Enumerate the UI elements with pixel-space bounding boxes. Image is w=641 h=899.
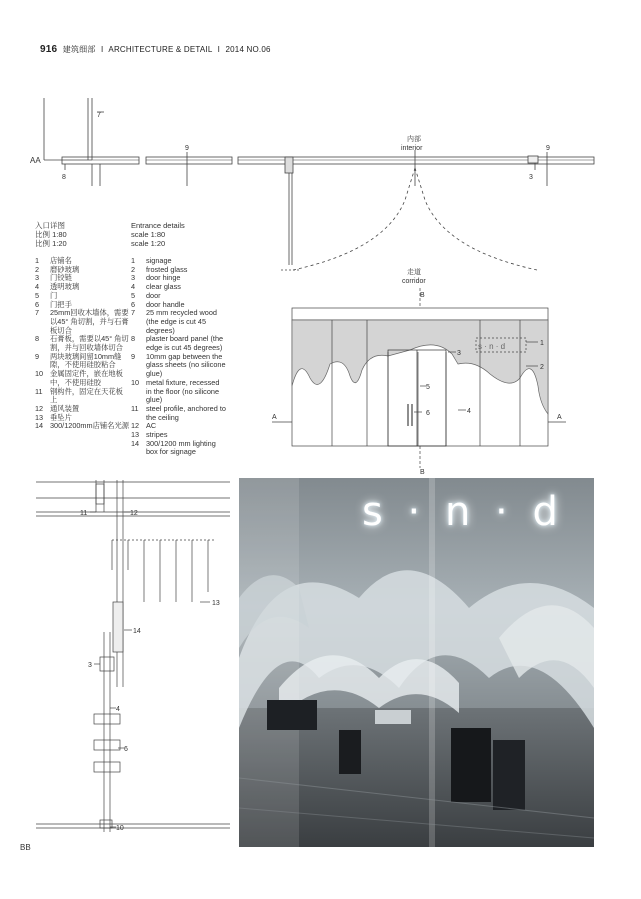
legend-number: 7 [35, 308, 40, 318]
section-mark-b-bottom: B [420, 469, 425, 476]
legend-text: frosted glass [146, 264, 188, 274]
elevation-frosted-glass [292, 320, 548, 414]
door-swing-arc [415, 168, 537, 270]
legend-item [131, 335, 227, 352]
legend-text: 门 [50, 290, 58, 300]
legend-number: 2 [131, 264, 136, 274]
caption-cn [35, 221, 67, 248]
elevation-drawing [270, 286, 570, 476]
plan-callout: 8 [62, 174, 66, 181]
legend-number: 12 [131, 421, 140, 431]
legend-text: 店铺名 [50, 256, 72, 265]
door-hinge-block [285, 157, 293, 173]
legend-text: 垂坠片 [50, 412, 72, 422]
legend-item [35, 422, 130, 431]
door-swing-arc [293, 168, 415, 270]
section-mark-a-right: A [557, 414, 562, 421]
plan-callout: 7 [97, 112, 101, 119]
caption-scale-cn-2: 比例 1:20 [35, 239, 67, 248]
legend-text: 通风装置 [50, 403, 80, 413]
caption-scale-en-1: scale 1:80 [131, 230, 166, 239]
elevation-callout: 5 [426, 384, 430, 391]
legend-text: 透明玻璃 [50, 282, 80, 292]
legend-item [131, 309, 227, 335]
legend-text: 门把手 [50, 299, 72, 309]
legend-item [35, 335, 130, 352]
section-callout: 14 [133, 628, 141, 635]
legend-number: 2 [35, 264, 40, 274]
legend-number: 5 [131, 290, 136, 300]
magazine-title-en: ARCHITECTURE & DETAIL [108, 45, 213, 54]
legend-item [131, 440, 227, 457]
plan-glass-band [62, 157, 139, 164]
legend-number: 1 [35, 256, 40, 265]
section-callout: 4 [116, 706, 120, 713]
legend-number: 6 [35, 299, 40, 309]
plan-callout: 9 [185, 145, 189, 152]
legend-number: 11 [131, 403, 139, 413]
legend-number: 10 [131, 377, 140, 387]
legend-item [131, 353, 227, 379]
caption-title-cn: 入口详图 [35, 221, 65, 230]
plan-callout: 3 [529, 174, 533, 181]
legend-number: 13 [131, 430, 140, 440]
legend-text: 两块玻璃间留10mm缝隙，不使用硅胶粘合 [50, 351, 122, 370]
legend-number: 5 [35, 290, 40, 300]
header-separator: I [100, 45, 104, 54]
legend-cn [35, 257, 130, 431]
legend-text: 300/1200mm店铺名光源 [50, 421, 130, 431]
legend-text: 门铰链 [50, 273, 72, 283]
legend-text: 金属固定件，嵌在地板中，不使用硅胶 [50, 369, 123, 387]
legend-item [131, 379, 227, 405]
section-mark-b-top: B [420, 292, 425, 299]
legend-text: stripes [146, 430, 168, 440]
plan-interior-cn: 内部 [407, 136, 421, 143]
legend-text: door hinge [146, 273, 181, 283]
elevation-callout: 6 [426, 410, 430, 417]
photo-signage-logo: s · n · d [362, 489, 564, 535]
legend-text: signage [146, 256, 172, 265]
elevation-callout: 2 [540, 364, 544, 371]
legend-number: 7 [131, 308, 136, 318]
section-label-aa: AA [30, 156, 41, 165]
legend-text: 300/1200 mm lighting box for signage [146, 438, 216, 457]
legend-text: AC [146, 421, 157, 431]
magazine-title-cn: 建筑细部 [62, 45, 96, 54]
legend-item [35, 370, 130, 387]
legend-number: 14 [131, 438, 140, 448]
legend-number: 3 [131, 273, 136, 283]
legend-number: 11 [35, 386, 43, 396]
issue-number: 2014 NO.06 [225, 45, 271, 54]
plan-interior-en: interior [401, 145, 423, 152]
legend-text: door [146, 290, 161, 300]
legend-number: 8 [35, 334, 40, 344]
legend-item [35, 309, 130, 335]
legend-en [131, 257, 227, 457]
legend-number: 6 [131, 299, 136, 309]
legend-number: 1 [131, 256, 136, 265]
legend-number: 14 [35, 421, 44, 431]
legend-number: 9 [35, 351, 40, 361]
legend-number: 4 [35, 282, 40, 292]
section-callout: 11 [80, 510, 88, 517]
caption-en [131, 221, 185, 248]
legend-text: clear glass [146, 282, 181, 292]
legend-text: door handle [146, 299, 185, 309]
legend-number: 8 [131, 334, 136, 344]
legend-text: 25 mm recycled wood (the edge is cut 45 degrees) [146, 308, 217, 335]
legend-text: steel profile, anchored to the ceiling [146, 403, 226, 422]
plan-drawing [0, 0, 641, 300]
section-drawing [0, 472, 240, 852]
elevation-callout: 4 [467, 408, 471, 415]
legend-text: 钢构件，固定在天花板上 [50, 386, 123, 405]
legend-item [35, 388, 130, 405]
legend-text: 10mm gap between the glass sheets (no silicone glue) [146, 351, 226, 379]
caption-scale-en-2: scale 1:20 [131, 239, 166, 248]
legend-number: 12 [35, 403, 44, 413]
section-label-bb: BB [20, 843, 31, 852]
legend-number: 13 [35, 412, 44, 422]
legend-number: 9 [131, 351, 136, 361]
legend-text: 25mm回收木墙体，需要以45° 角切割，并与石膏板切合 [50, 308, 129, 335]
legend-number: 10 [35, 369, 44, 379]
legend-text: metal fixture, recessed in the floor (no silicone glue) [146, 377, 220, 405]
section-callout: 12 [130, 510, 138, 517]
plan-corridor-cn: 走道 [407, 269, 421, 276]
legend-number: 3 [35, 273, 40, 283]
legend-text: 磨砂玻璃 [50, 264, 80, 274]
elevation-logo: s · n · d [478, 342, 506, 351]
legend-item [35, 353, 130, 370]
elevation-callout: 1 [540, 340, 544, 347]
plan-callout: 9 [546, 145, 550, 152]
page-number: 916 [40, 44, 58, 55]
legend-number: 4 [131, 282, 136, 292]
plan-corridor-en: corridor [402, 278, 426, 285]
section-callout: 3 [88, 662, 92, 669]
elevation-callout: 3 [457, 350, 461, 357]
caption-title-en: Entrance details [131, 221, 185, 230]
section-callout: 13 [212, 600, 220, 607]
legend-text: 石膏板，需要以45° 角切割，并与回收墙体切合 [50, 334, 129, 353]
caption-scale-cn-1: 比例 1:80 [35, 230, 67, 239]
legend-text: plaster board panel (the edge is cut 45 degrees) [146, 334, 224, 353]
section-callout: 10 [116, 825, 124, 832]
legend-item [131, 405, 227, 422]
header-separator: I [217, 45, 221, 54]
section-callout: 6 [124, 746, 128, 753]
plan-glass-band [146, 157, 232, 164]
section-mark-a-left: A [272, 414, 277, 421]
